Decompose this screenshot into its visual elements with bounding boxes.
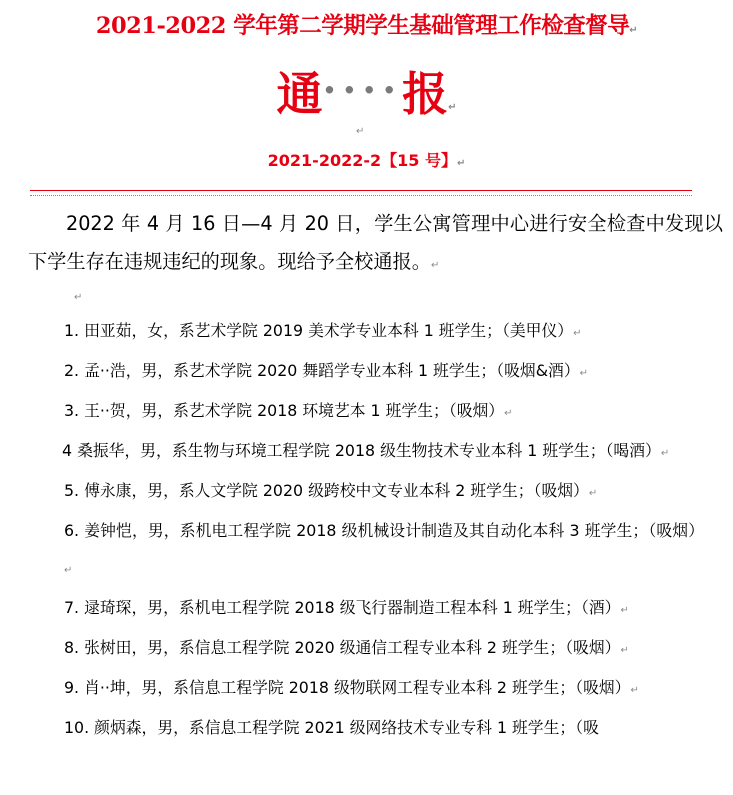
issue-number — [0, 148, 733, 171]
list-item: 6. 姜钟恺，男，系机电工程学院 2018 级机械设计制造及其自动化本科 3 班学生；（吸烟）↵ — [64, 521, 704, 576]
list-item: 7. 逯琦琛，男，系机电工程学院 2018 级飞行器制造工程本科 1 班学生；（酒）↵ — [64, 598, 629, 617]
intro-paragraph — [28, 205, 723, 285]
paragraph-mark: ↵ — [620, 645, 629, 656]
paragraph-mark: ↵ — [430, 260, 440, 271]
paragraph-mark: ↵ — [629, 25, 638, 36]
paragraph-mark: ↵ — [660, 448, 670, 459]
paragraph-mark: ↵ — [573, 328, 582, 339]
paragraph-mark: ↵ — [448, 102, 457, 113]
notice-heading-left: 通 — [276, 67, 323, 121]
violation-list — [64, 312, 704, 746]
paragraph-mark: ↵ — [64, 565, 73, 576]
issue-number-text: 2021-2022-2【15 号】 — [267, 151, 457, 170]
notice-heading — [0, 58, 733, 124]
list-item: 2. 孟··浩，男，系艺术学院 2020 舞蹈学专业本科 1 班学生；（吸烟&酒）↵ — [64, 361, 589, 380]
paragraph-mark: ↵ — [456, 158, 466, 169]
list-item: 4 桑振华，男，系生物与环境工程学院 2018 级生物技术专业本科 1 班学生；（喝酒）↵ — [62, 441, 670, 460]
intro-text: 2022 年 4 月 16 日—4 月 20 日，学生公寓管理中心进行安全检查中发现以下学生存在违规违纪的现象。现给予全校通报。 — [28, 212, 723, 273]
notice-heading-dots: ···· — [322, 67, 403, 114]
document-title — [0, 8, 733, 40]
list-item: 9. 肖··坤，男，系信息工程学院 2018 级物联网工程专业本科 2 班学生；（吸烟）↵ — [64, 678, 639, 697]
paragraph-mark: ↵ — [579, 368, 589, 379]
paragraph-mark: ↵ — [588, 488, 598, 499]
red-header-rule — [30, 190, 692, 191]
dotted-rule — [30, 195, 692, 196]
list-item: 8. 张树田，男，系信息工程学院 2020 级通信工程专业本科 2 班学生；（吸烟）↵ — [64, 638, 629, 657]
list-item: 1. 田亚茹，女，系艺术学院 2019 美术学专业本科 1 班学生；（美甲仪）↵ — [64, 321, 582, 340]
paragraph-mark: ↵ — [630, 685, 639, 696]
paragraph-mark: ↵ — [356, 126, 365, 137]
paragraph-mark: ↵ — [74, 292, 83, 303]
notice-heading-right: 报 — [402, 67, 449, 121]
list-item: 5. 傅永康，男，系人文学院 2020 级跨校中文专业本科 2 班学生；（吸烟）↵ — [64, 481, 598, 500]
list-item: 3. 王··贺，男，系艺术学院 2018 环境艺本 1 班学生；（吸烟）↵ — [64, 401, 513, 420]
list-item: 10. 颜炳森，男，系信息工程学院 2021 级网络技术专业专科 1 班学生；（吸 — [64, 718, 599, 737]
paragraph-mark: ↵ — [620, 605, 629, 616]
paragraph-mark: ↵ — [504, 408, 513, 419]
document-title-text: 2021-2022 学年第二学期学生基础管理工作检查督导 — [95, 13, 630, 39]
